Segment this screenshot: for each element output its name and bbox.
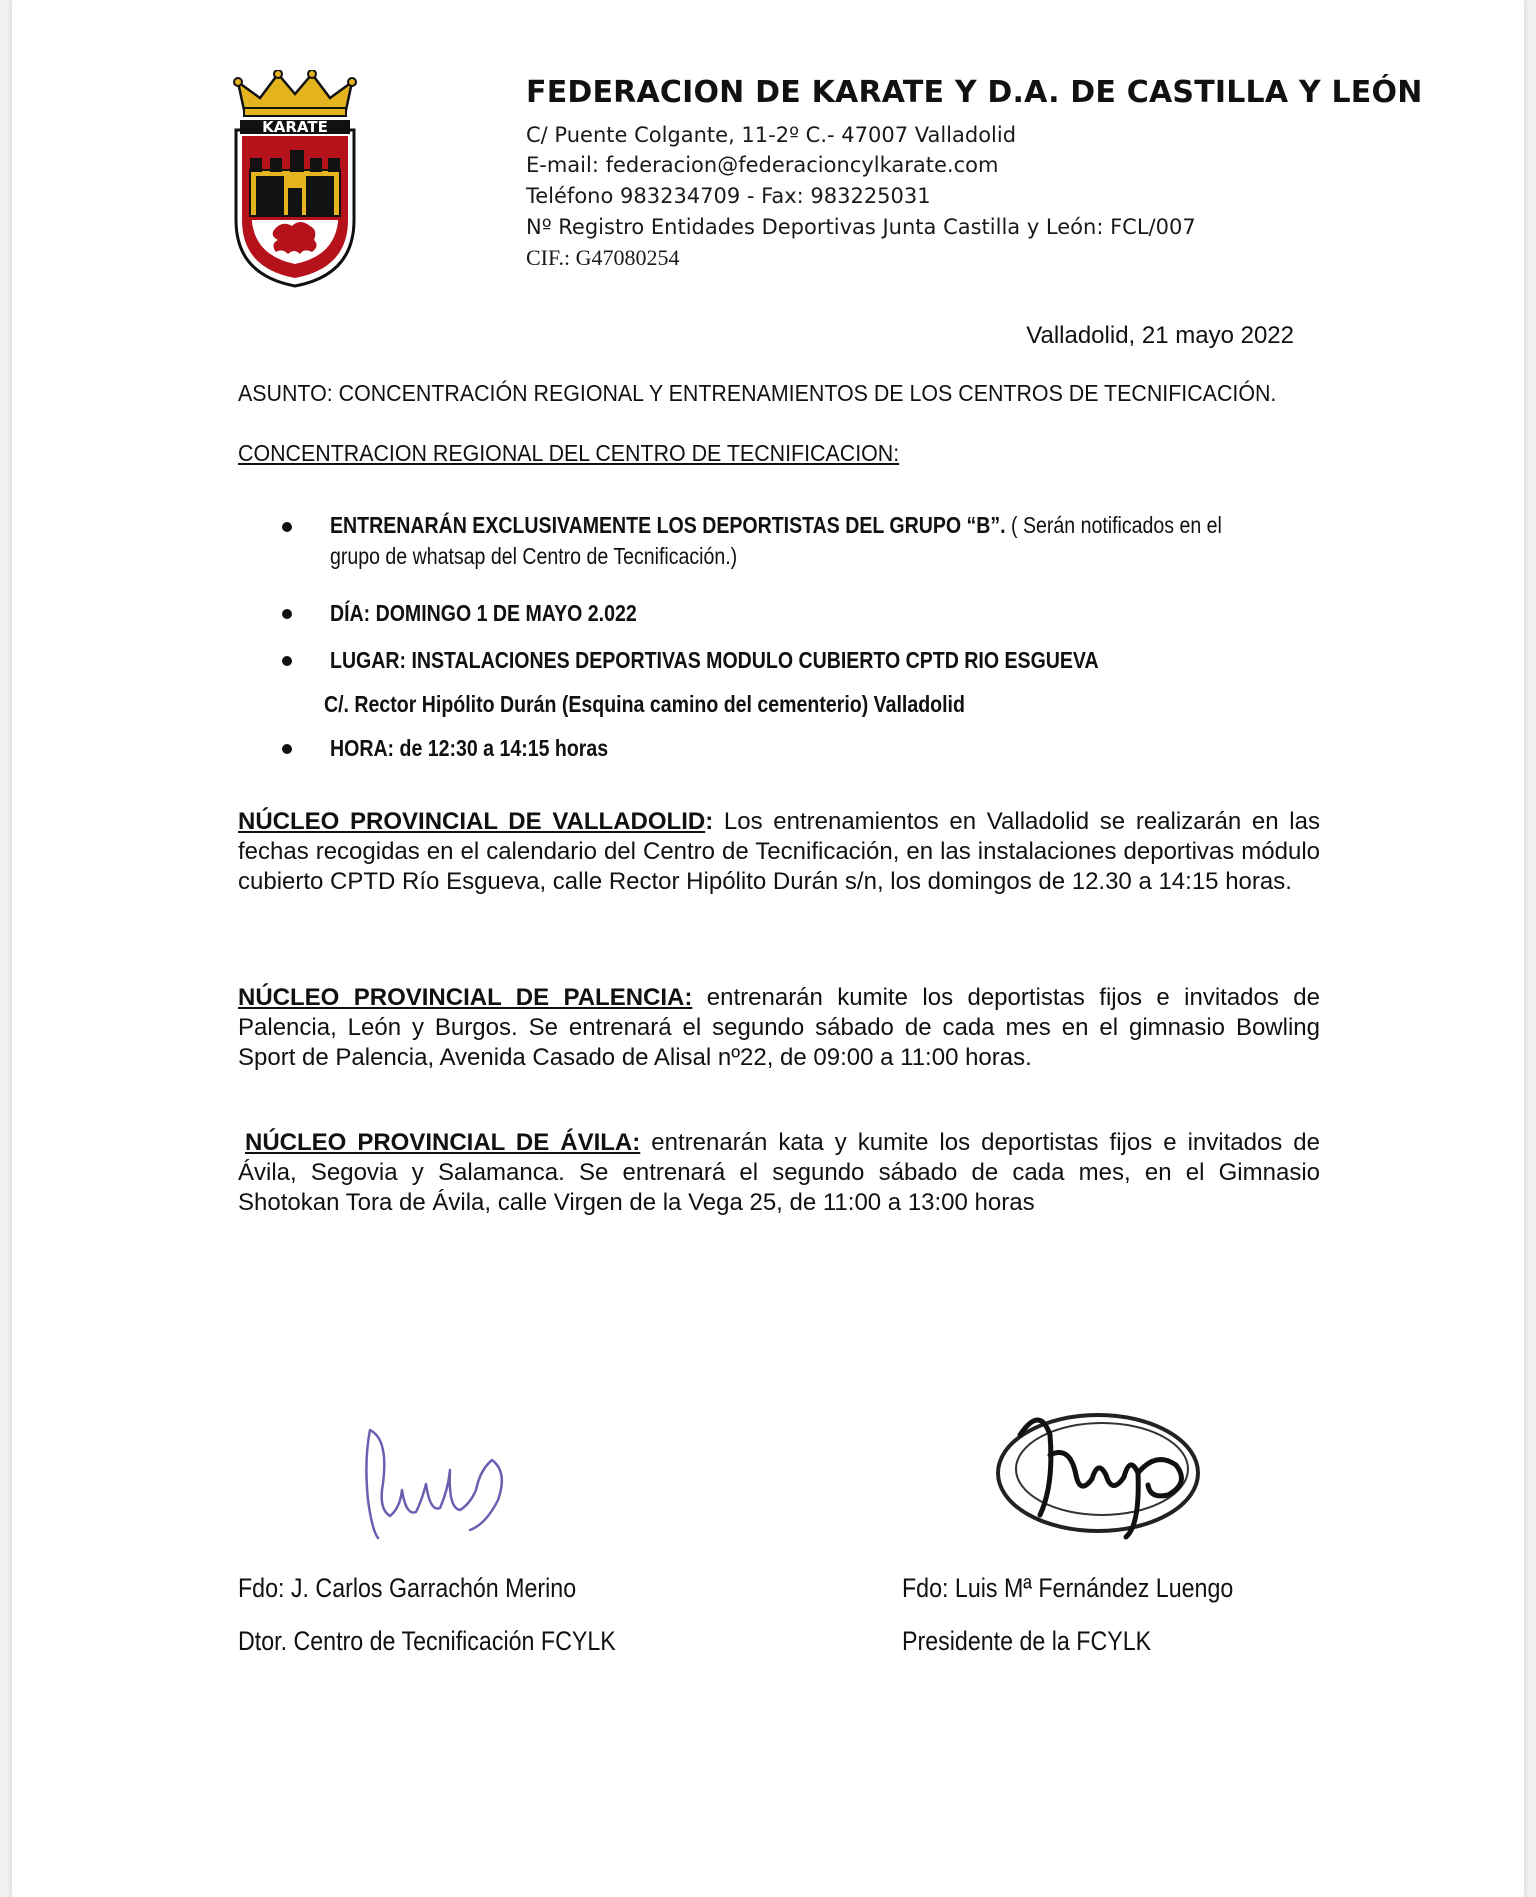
avila-text: entrenarán kata y kumite los deportistas fijos e invitados de Ávila, Segovia y Salamanca. Se entrenará el segundo sábado de cada mes, en el Gimnasio Shotokan Tora de Ávila, calle Virgen de la Vega 25, de 11:00 a 13:00 horas [238, 1129, 1320, 1216]
valladolid-paragraph [238, 807, 1320, 897]
svg-text:KARATE: KARATE [262, 118, 328, 136]
left-signature [330, 1420, 520, 1550]
bullet-marker [282, 656, 292, 666]
place-address: C/. Rector Hipólito Durán (Esquina camino del cementerio) Valladolid [324, 691, 965, 717]
bullet-time: HORA: de 12:30 a 14:15 horas [330, 735, 609, 761]
valladolid-colon: : [705, 808, 714, 835]
karate-federation-logo [230, 70, 360, 290]
document-page [12, 0, 1524, 1897]
bullet-marker [282, 609, 292, 619]
left-signer-role: Dtor. Centro de Tecnificación FCYLK [238, 1626, 616, 1656]
section-title: CONCENTRACION REGIONAL DEL CENTRO DE TECNIFICACION: [238, 440, 900, 466]
bullet-marker [282, 744, 292, 754]
palencia-heading: NÚCLEO PROVINCIAL DE PALENCIA: [238, 984, 693, 1011]
right-signer-name: Fdo: Luis Mª Fernández Luengo [902, 1573, 1234, 1603]
right-signature [980, 1395, 1230, 1545]
header-address: C/ Puente Colgante, 11-2º C.- 47007 Valladolid [526, 123, 1017, 147]
bullet-athletes [330, 512, 1222, 539]
header-phone: Teléfono 983234709 - Fax: 983225031 [526, 184, 931, 208]
header-registry: Nº Registro Entidades Deportivas Junta Castilla y León: FCL/007 [526, 215, 1196, 239]
palencia-paragraph [238, 983, 1320, 1073]
header-cif: CIF.: G47080254 [526, 245, 680, 270]
document-date: Valladolid, 21 mayo 2022 [1026, 322, 1294, 349]
palencia-text: entrenarán kumite los deportistas fijos e invitados de Palencia, León y Burgos. Se entrenará el segundo sábado de cada mes en el gimnasio Bowling Sport de Palencia, Avenida Casado de Alisal nº22, de 09:00 a 11:00 horas. [238, 984, 1320, 1071]
valladolid-heading: NÚCLEO PROVINCIAL DE VALLADOLID [238, 808, 706, 835]
subject-line: ASUNTO: CONCENTRACIÓN REGIONAL Y ENTRENAMIENTOS DE LOS CENTROS DE TECNIFICACIÓN. [238, 380, 1277, 406]
right-signer-role: Presidente de la FCYLK [902, 1626, 1152, 1656]
bullet-day: DÍA: DOMINGO 1 DE MAYO 2.022 [330, 600, 637, 626]
avila-heading: NÚCLEO PROVINCIAL DE ÁVILA: [245, 1129, 641, 1156]
notice-text: ( Serán notificados en el [1005, 512, 1222, 538]
notice-continuation: grupo de whatsap del Centro de Tecnificación.) [330, 543, 738, 569]
left-signer-name: Fdo: J. Carlos Garrachón Merino [238, 1573, 577, 1603]
header-email: E-mail: federacion@federacioncylkarate.com [526, 153, 999, 177]
avila-paragraph [238, 1128, 1320, 1218]
valladolid-text: Los entrenamientos en Valladolid se realizarán en las fechas recogidas en el calendario del Centro de Tecnificación, en las instalaciones deportivas módulo cubierto CPTD Río Esgueva, calle Rector Hipólito Durán s/n, los domingos de 12.30 a 14:15 horas. [238, 808, 1320, 895]
federation-title: FEDERACION DE KARATE Y D.A. DE CASTILLA Y LEÓN [526, 75, 1423, 110]
bullet-place: LUGAR: INSTALACIONES DEPORTIVAS MODULO CUBIERTO CPTD RIO ESGUEVA [330, 647, 1099, 673]
bullet-marker [282, 522, 292, 532]
athletes-text: ENTRENARÁN EXCLUSIVAMENTE LOS DEPORTISTAS DEL GRUPO “B”. [330, 512, 1006, 538]
